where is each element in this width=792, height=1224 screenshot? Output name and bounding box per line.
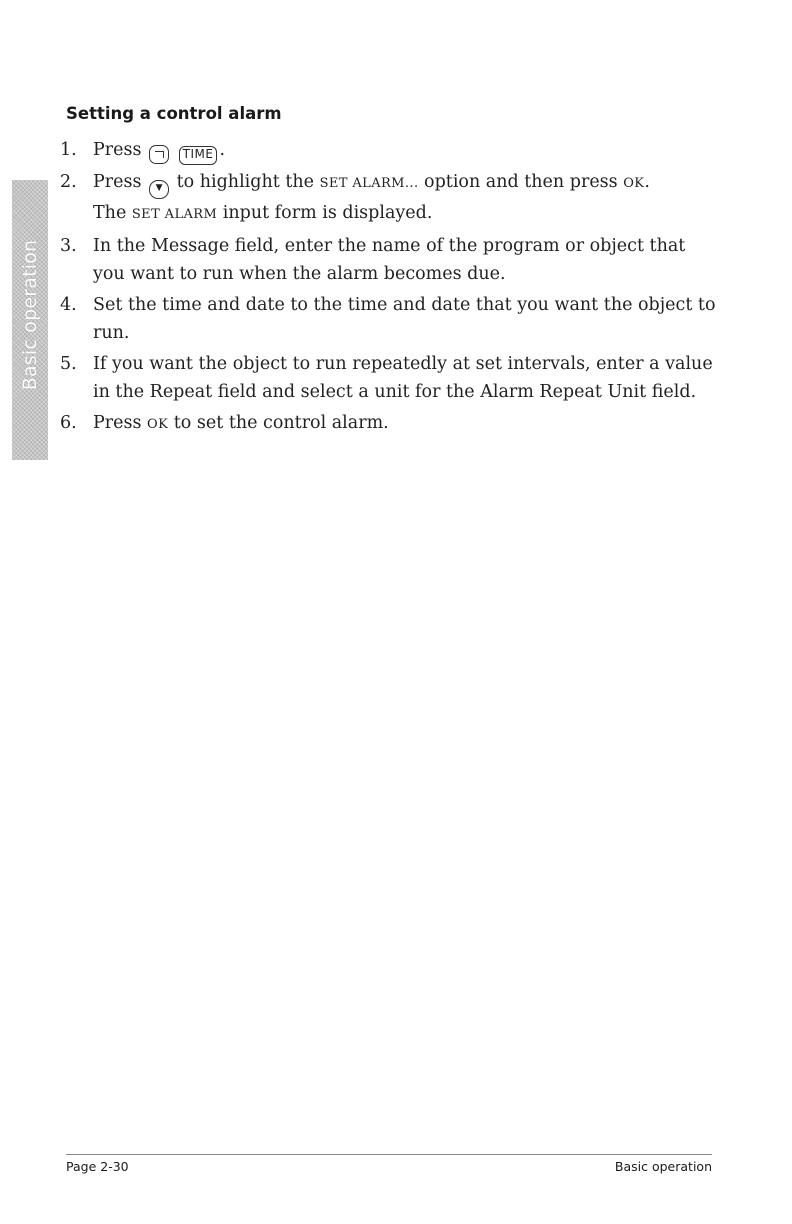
step-3 [60,232,720,288]
step-text: . [644,172,650,192]
step-number: 3. [60,236,77,256]
step-1 [60,136,720,165]
step-text: to highlight the [171,172,320,192]
step-text: input form is displayed. [217,203,433,223]
step-text: to set the control alarm. [168,413,389,433]
footer-rule [66,1154,712,1155]
step-text: If you want the object to run repeatedly at set intervals, enter a value in the Repeat field and select a unit for the Alarm Repeat Unit field. [93,354,713,402]
step-number: 4. [60,295,77,315]
step-text: option and then press [418,172,624,192]
step-result [93,199,720,229]
step-text: Press [93,413,148,433]
step-text: Press [93,172,142,192]
step-text: . [219,140,226,160]
option-name: SET ALARM... [319,176,419,191]
step-number: 2. [60,172,77,192]
step-4 [60,291,720,347]
shift-key-icon [149,145,169,164]
step-text: In the Message field, enter the name of the program or object that you want to run when the alarm becomes due. [93,236,686,284]
step-number: 6. [60,413,77,433]
step-text: The [93,203,132,223]
section-heading: Setting a control alarm [66,104,282,123]
footer-chapter-title: Basic operation [614,1159,712,1174]
step-5 [60,350,720,406]
step-text: Set the time and date to the time and date that you want the object to run. [93,295,716,343]
steps-list [60,136,720,442]
step-text: Press [93,140,142,160]
step-number: 5. [60,354,77,374]
page-number: Page 2-30 [66,1159,129,1174]
step-number: 1. [60,140,77,160]
ok-key-label: OK [623,176,645,191]
time-key-icon: TIME [179,146,218,165]
ok-key-label: OK [147,417,169,432]
chapter-side-tab-label: Basic operation [19,239,41,391]
form-name: SET ALARM [131,207,218,222]
step-6 [60,409,720,439]
step-2 [60,168,720,229]
down-arrow-key-icon: ▼ [149,180,169,199]
